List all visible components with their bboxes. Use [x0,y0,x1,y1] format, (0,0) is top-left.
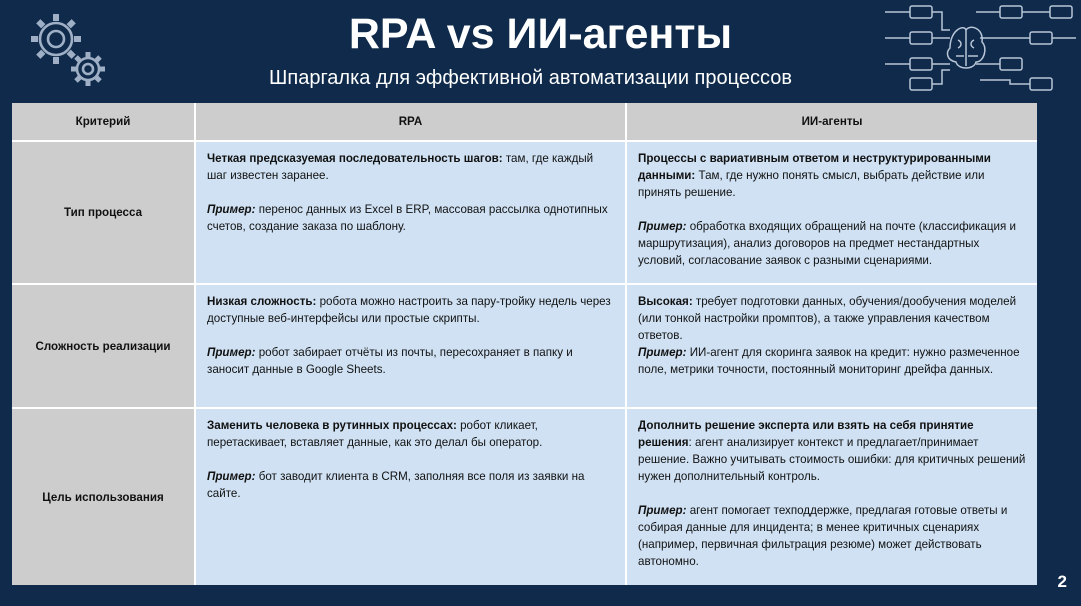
criterion-cell: Тип процесса [12,142,194,283]
example-label: Пример: [638,346,687,359]
ai-cell [627,142,1037,283]
page-title: RPA vs ИИ-агенты [348,10,733,58]
table-row [12,142,1037,283]
header-criterion: Критерий [12,103,194,140]
example-label: Пример: [207,203,256,216]
rpa-lead: Заменить человека в рутинных процессах: [207,419,457,432]
table-header-row [12,103,1037,140]
header-ai-agents: ИИ-агенты [627,103,1037,140]
ai-lead: Высокая: [638,295,693,308]
ai-lead: Процессы с вариативным ответом и неструктурированными данными: [638,152,991,182]
rpa-lead: Низкая сложность: [207,295,317,308]
page-number: 2 [1057,572,1067,591]
example-label: Пример: [207,346,256,359]
ai-example: обработка входящих обращений на почте (классификация и маршрутизация), анализ договоров на предмет нестандартных условий, согласование заявок с разными сценариями. [638,220,1017,267]
rpa-text: там, где каждый шаг известен заранее. [207,152,594,182]
rpa-example: робот забирает отчёты из почты, пересохраняет в папку и заносит данные в Google Sheets. [207,346,573,376]
ai-lead: Дополнить решение эксперта или взять на себя принятие решения [638,419,974,449]
rpa-example: перенос данных из Excel в ERP, массовая рассылка однотипных счетов, создание заказа по шаблону. [207,203,608,233]
rpa-text: робот кликает, перетаскивает, вставляет данные, как это делал бы оператор. [207,419,543,449]
criterion-cell: Цель использования [12,409,194,585]
rpa-cell [196,409,625,585]
example-label: Пример: [638,504,687,517]
rpa-text: робота можно настроить за пару-тройку недель через доступные веб-интерфейсы или простые скрипты. [207,295,611,325]
header-rpa: RPA [196,103,625,140]
ai-example: агент помогает техподдержке, предлагая готовые ответы и собирая данные для инцидента; в менее критичных сценариях (например, первичная фильтрация резюме) может действовать автономно. [638,504,1008,568]
ai-example: ИИ-агент для скоринга заявок на кредит: нужно размеченное поле, метрики точности, постоянный мониторинг дрейфа данных. [638,346,1020,376]
table-row [12,285,1037,407]
page-subtitle: Шпаргалка для эффективной автоматизации процессов [269,67,792,89]
criterion-cell: Сложность реализации [12,285,194,407]
rpa-example: бот заводит клиента в CRM, заполняя все поля из заявки на сайте. [207,470,585,500]
rpa-lead: Четкая предсказуемая последовательность шагов: [207,152,503,165]
rpa-cell [196,142,625,283]
ai-text: требует подготовки данных, обучения/дообучения моделей (или тонкой настройки промптов), а также управления качеством ответов. [638,295,1017,342]
comparison-table [12,103,1037,585]
rpa-cell [196,285,625,407]
ai-text: Там, где нужно понять смысл, выбрать действие или принять решение. [638,169,985,199]
ai-cell [627,409,1037,585]
example-label: Пример: [638,220,687,233]
example-label: Пример: [207,470,256,483]
ai-cell [627,285,1037,407]
table-row [12,409,1037,585]
ai-text: : агент анализирует контекст и предлагает/принимает решение. Важно учитывать стоимость ошибки: для критичных решений нужен дополнительный контроль. [638,436,1026,483]
